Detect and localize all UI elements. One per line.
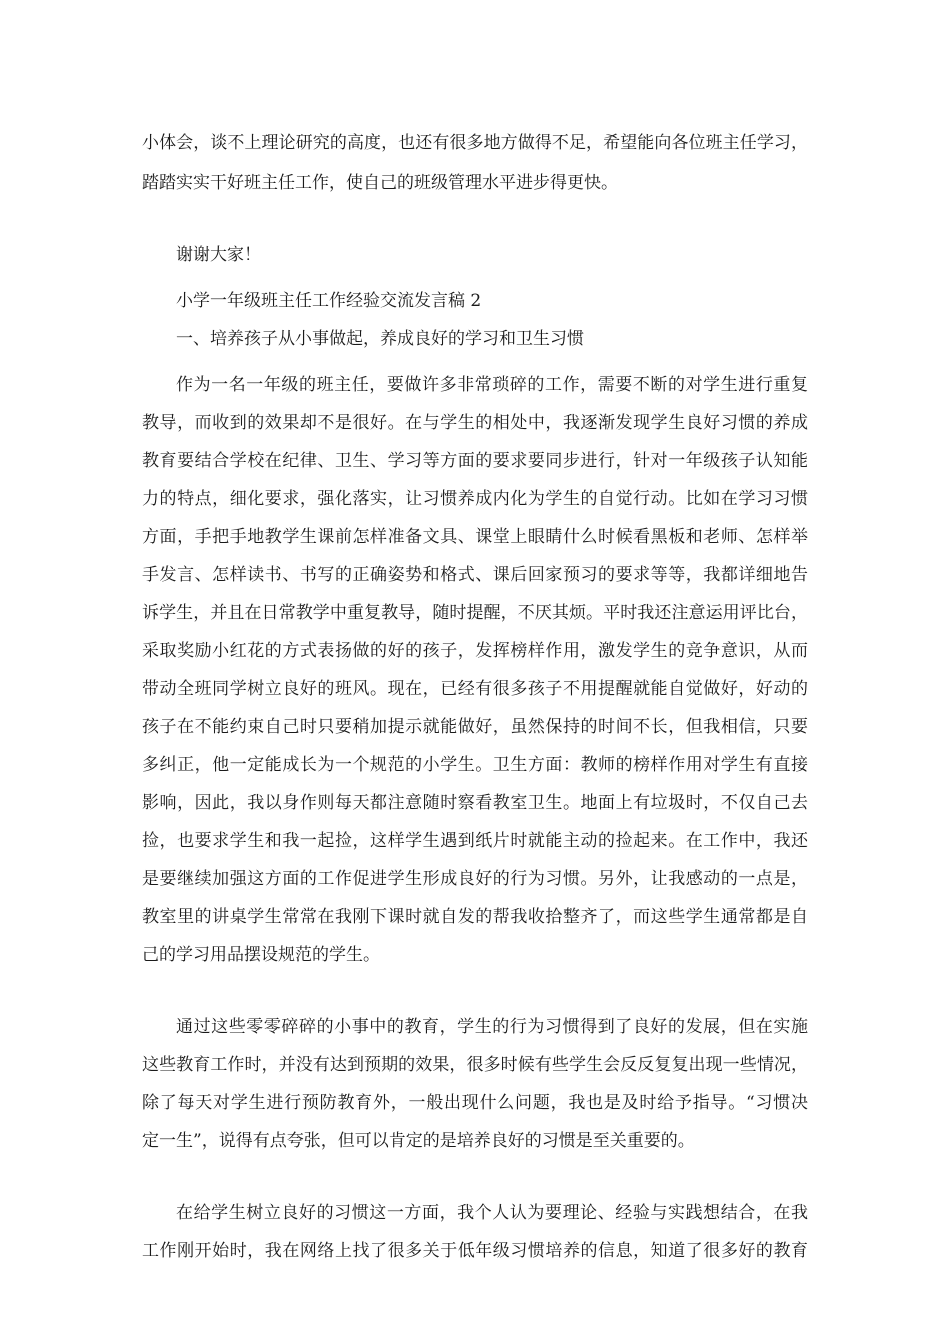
paragraph-line: 是要继续加强这方面的工作促进学生形成良好的行为习惯。另外，让我感动的一点是， bbox=[142, 869, 808, 889]
paragraph-line: 教导，而收到的效果却不是很好。在与学生的相处中，我逐渐发现学生良好习惯的养成 bbox=[142, 413, 808, 433]
paragraph-line: 通过这些零零碎碎的小事中的教育，学生的行为习惯得到了良好的发展，但在实施 bbox=[176, 1017, 808, 1037]
paragraph-line: 教室里的讲桌学生常常在我刚下课时就自发的帮我收拾整齐了，而这些学生通常都是自 bbox=[142, 907, 808, 927]
paragraph-line: 带动全班同学树立良好的班风。现在，已经有很多孩子不用提醒就能自觉做好，好动的 bbox=[142, 679, 808, 699]
closing-line: 谢谢大家！ bbox=[176, 245, 261, 265]
paragraph-line: 这些教育工作时，并没有达到预期的效果，很多时候有些学生会反反复复出现一些情况， bbox=[142, 1055, 808, 1075]
text-line: 小体会，谈不上理论研究的高度，也还有很多地方做得不足，希望能向各位班主任学习， bbox=[142, 133, 808, 153]
paragraph-line: 手发言、怎样读书、书写的正确姿势和格式、课后回家预习的要求等等，我都详细地告 bbox=[142, 565, 808, 585]
paragraph-line: 己的学习用品摆设规范的学生。 bbox=[142, 945, 380, 965]
paragraph-line: 影响，因此，我以身作则每天都注意随时察看教室卫生。地面上有垃圾时，不仅自己去 bbox=[142, 793, 808, 813]
paragraph-line: 力的特点，细化要求，强化落实，让习惯养成内化为学生的自觉行动。比如在学习习惯 bbox=[142, 489, 808, 509]
paragraph-line: 定一生”，说得有点夸张，但可以肯定的是培养良好的习惯是至关重要的。 bbox=[142, 1131, 695, 1151]
paragraph-line: 诉学生，并且在日常教学中重复教导，随时提醒，不厌其烦。平时我还注意运用评比台， bbox=[142, 603, 808, 623]
paragraph-line: 孩子在不能约束自己时只要稍加提示就能做好，虽然保持的时间不长，但我相信，只要 bbox=[142, 717, 808, 737]
paragraph-line: 教育要结合学校在纪律、卫生、学习等方面的要求要同步进行，针对一年级孩子认知能 bbox=[142, 451, 808, 471]
text-line: 踏踏实实干好班主任工作，使自己的班级管理水平进步得更快。 bbox=[142, 173, 618, 193]
paragraph-line: 作为一名一年级的班主任，要做许多非常琐碎的工作，需要不断的对学生进行重复 bbox=[176, 375, 808, 395]
paragraph-line: 除了每天对学生进行预防教育外，一般出现什么问题，我也是及时给予指导。“习惯决 bbox=[142, 1093, 808, 1113]
section-title: 小学一年级班主任工作经验交流发言稿 2 bbox=[176, 291, 482, 311]
paragraph-line: 方面，手把手地教学生课前怎样准备文具、课堂上眼睛什么时候看黑板和老师、怎样举 bbox=[142, 527, 808, 547]
subsection-heading: 一、培养孩子从小事做起，养成良好的学习和卫生习惯 bbox=[176, 329, 584, 349]
paragraph-line: 在给学生树立良好的习惯这一方面，我个人认为要理论、经验与实践想结合，在我 bbox=[176, 1203, 808, 1223]
paragraph-line: 采取奖励小红花的方式表扬做的好的孩子，发挥榜样作用，激发学生的竞争意识，从而 bbox=[142, 641, 808, 661]
paragraph-line: 多纠正，他一定能成长为一个规范的小学生。卫生方面：教师的榜样作用对学生有直接 bbox=[142, 755, 808, 775]
paragraph-line: 工作刚开始时，我在网络上找了很多关于低年级习惯培养的信息，知道了很多好的教育 bbox=[142, 1241, 808, 1261]
paragraph-line: 捡，也要求学生和我一起捡，这样学生遇到纸片时就能主动的捡起来。在工作中，我还 bbox=[142, 831, 808, 851]
